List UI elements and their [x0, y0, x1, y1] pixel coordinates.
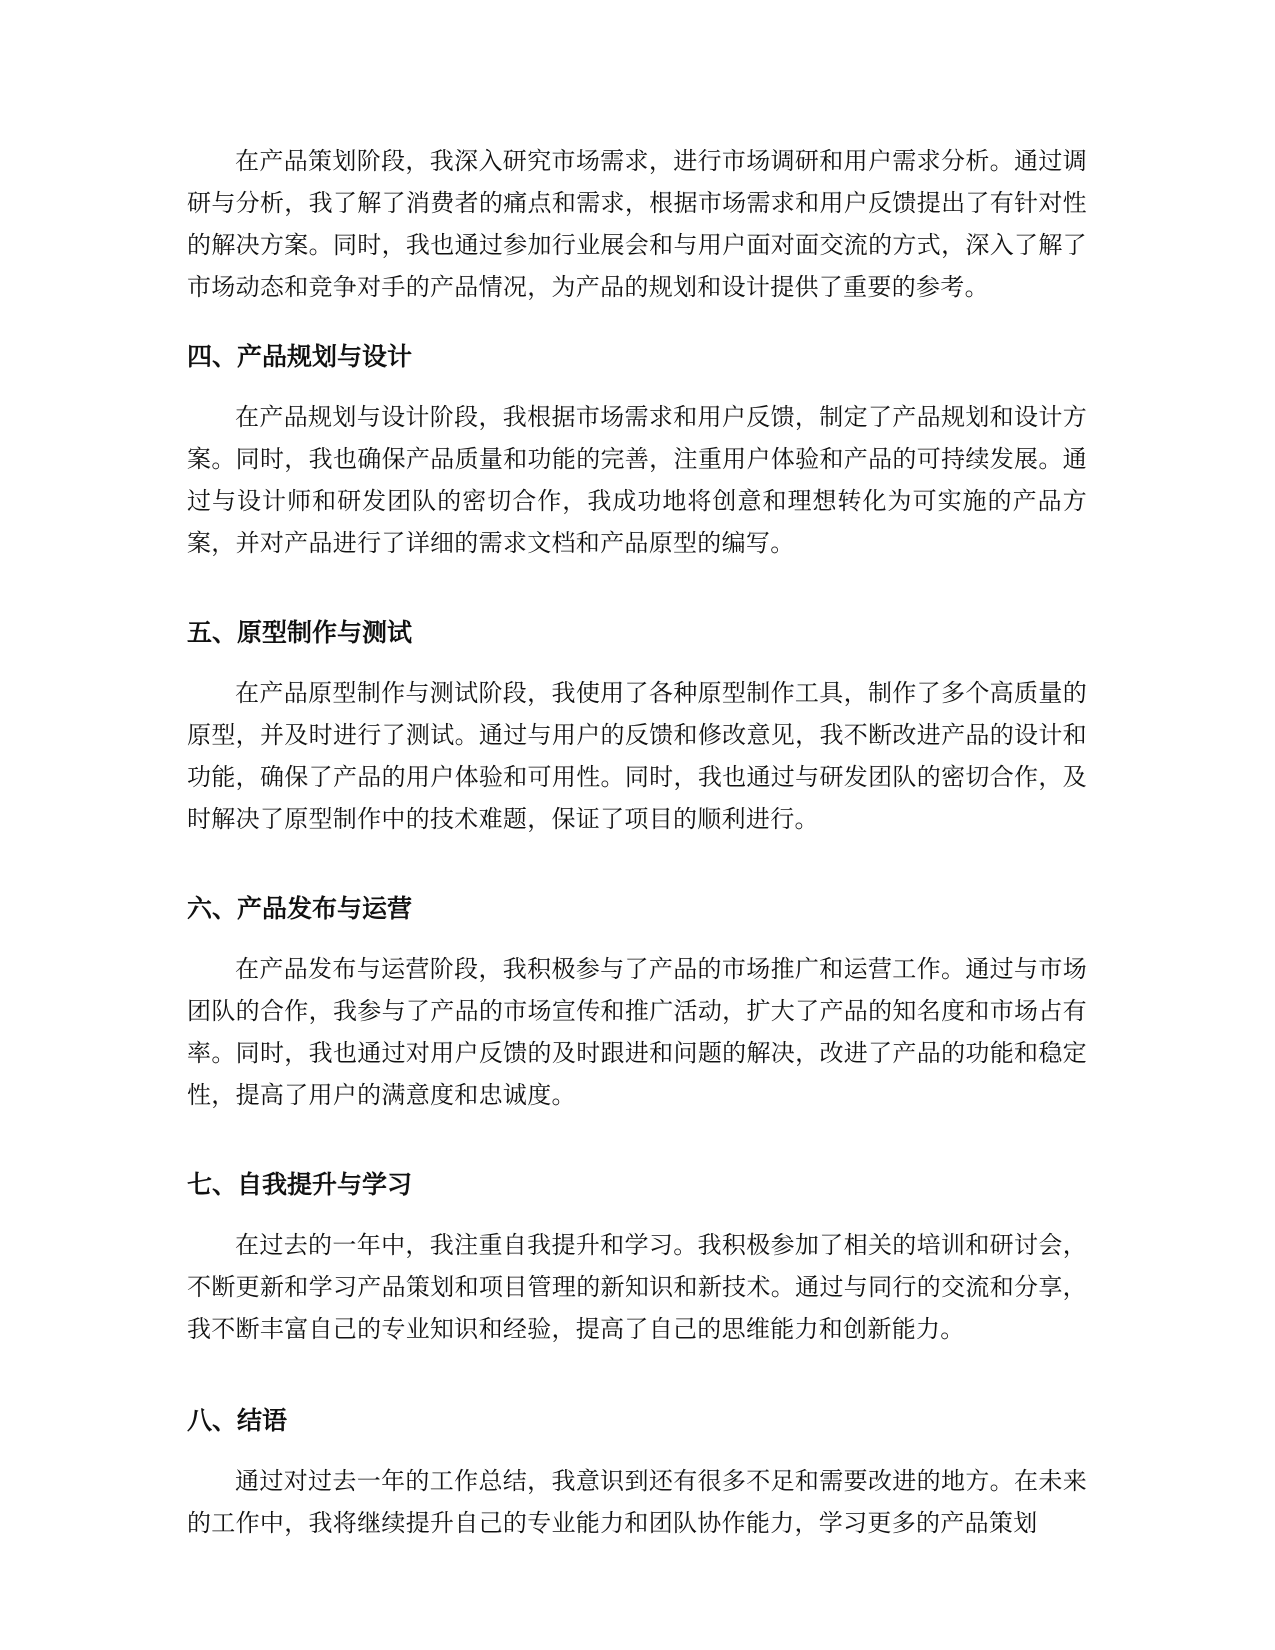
section-heading-self-improvement: 七、自我提升与学习	[187, 1170, 413, 1199]
section-paragraph-planning-design: 在产品规划与设计阶段，我根据市场需求和用户反馈，制定了产品规划和设计方案。同时，我也确保产品质量和功能的完善，注重用户体验和产品的可持续发展。通过与设计师和研发团队的密切合作，我成功地将创意和理想转化为可实施的产品方案，并对产品进行了详细的需求文档和产品原型的编写。	[187, 403, 1087, 557]
section-heading-planning-design: 四、产品规划与设计	[187, 342, 413, 371]
section-paragraph-release-operations: 在产品发布与运营阶段，我积极参与了产品的市场推广和运营工作。通过与市场团队的合作，我参与了产品的市场宣传和推广活动，扩大了产品的知名度和市场占有率。同时，我也通过对用户反馈的及时跟进和问题的解决，改进了产品的功能和稳定性，提高了用户的满意度和忠诚度。	[187, 955, 1087, 1109]
section-heading-release-operations: 六、产品发布与运营	[187, 894, 413, 923]
section-paragraph-self-improvement: 在过去的一年中，我注重自我提升和学习。我积极参加了相关的培训和研讨会，不断更新和学习产品策划和项目管理的新知识和新技术。通过与同行的交流和分享，我不断丰富自己的专业知识和经验，提高了自己的思维能力和创新能力。	[187, 1231, 1087, 1343]
document-page	[187, 140, 1087, 1580]
section-paragraph-conclusion: 通过对过去一年的工作总结，我意识到还有很多不足和需要改进的地方。在未来的工作中，我将继续提升自己的专业能力和团队协作能力，学习更多的产品策划	[187, 1467, 1087, 1537]
section-heading-conclusion: 八、结语	[187, 1406, 288, 1435]
intro-paragraph: 在产品策划阶段，我深入研究市场需求，进行市场调研和用户需求分析。通过调研与分析，我了解了消费者的痛点和需求，根据市场需求和用户反馈提出了有针对性的解决方案。同时，我也通过参加行业展会和与用户面对面交流的方式，深入了解了市场动态和竞争对手的产品情况，为产品的规划和设计提供了重要的参考。	[187, 147, 1087, 301]
section-paragraph-prototype-testing: 在产品原型制作与测试阶段，我使用了各种原型制作工具，制作了多个高质量的原型，并及时进行了测试。通过与用户的反馈和修改意见，我不断改进产品的设计和功能，确保了产品的用户体验和可用性。同时，我也通过与研发团队的密切合作，及时解决了原型制作中的技术难题，保证了项目的顺利进行。	[187, 679, 1087, 833]
section-heading-prototype-testing: 五、原型制作与测试	[187, 618, 413, 647]
